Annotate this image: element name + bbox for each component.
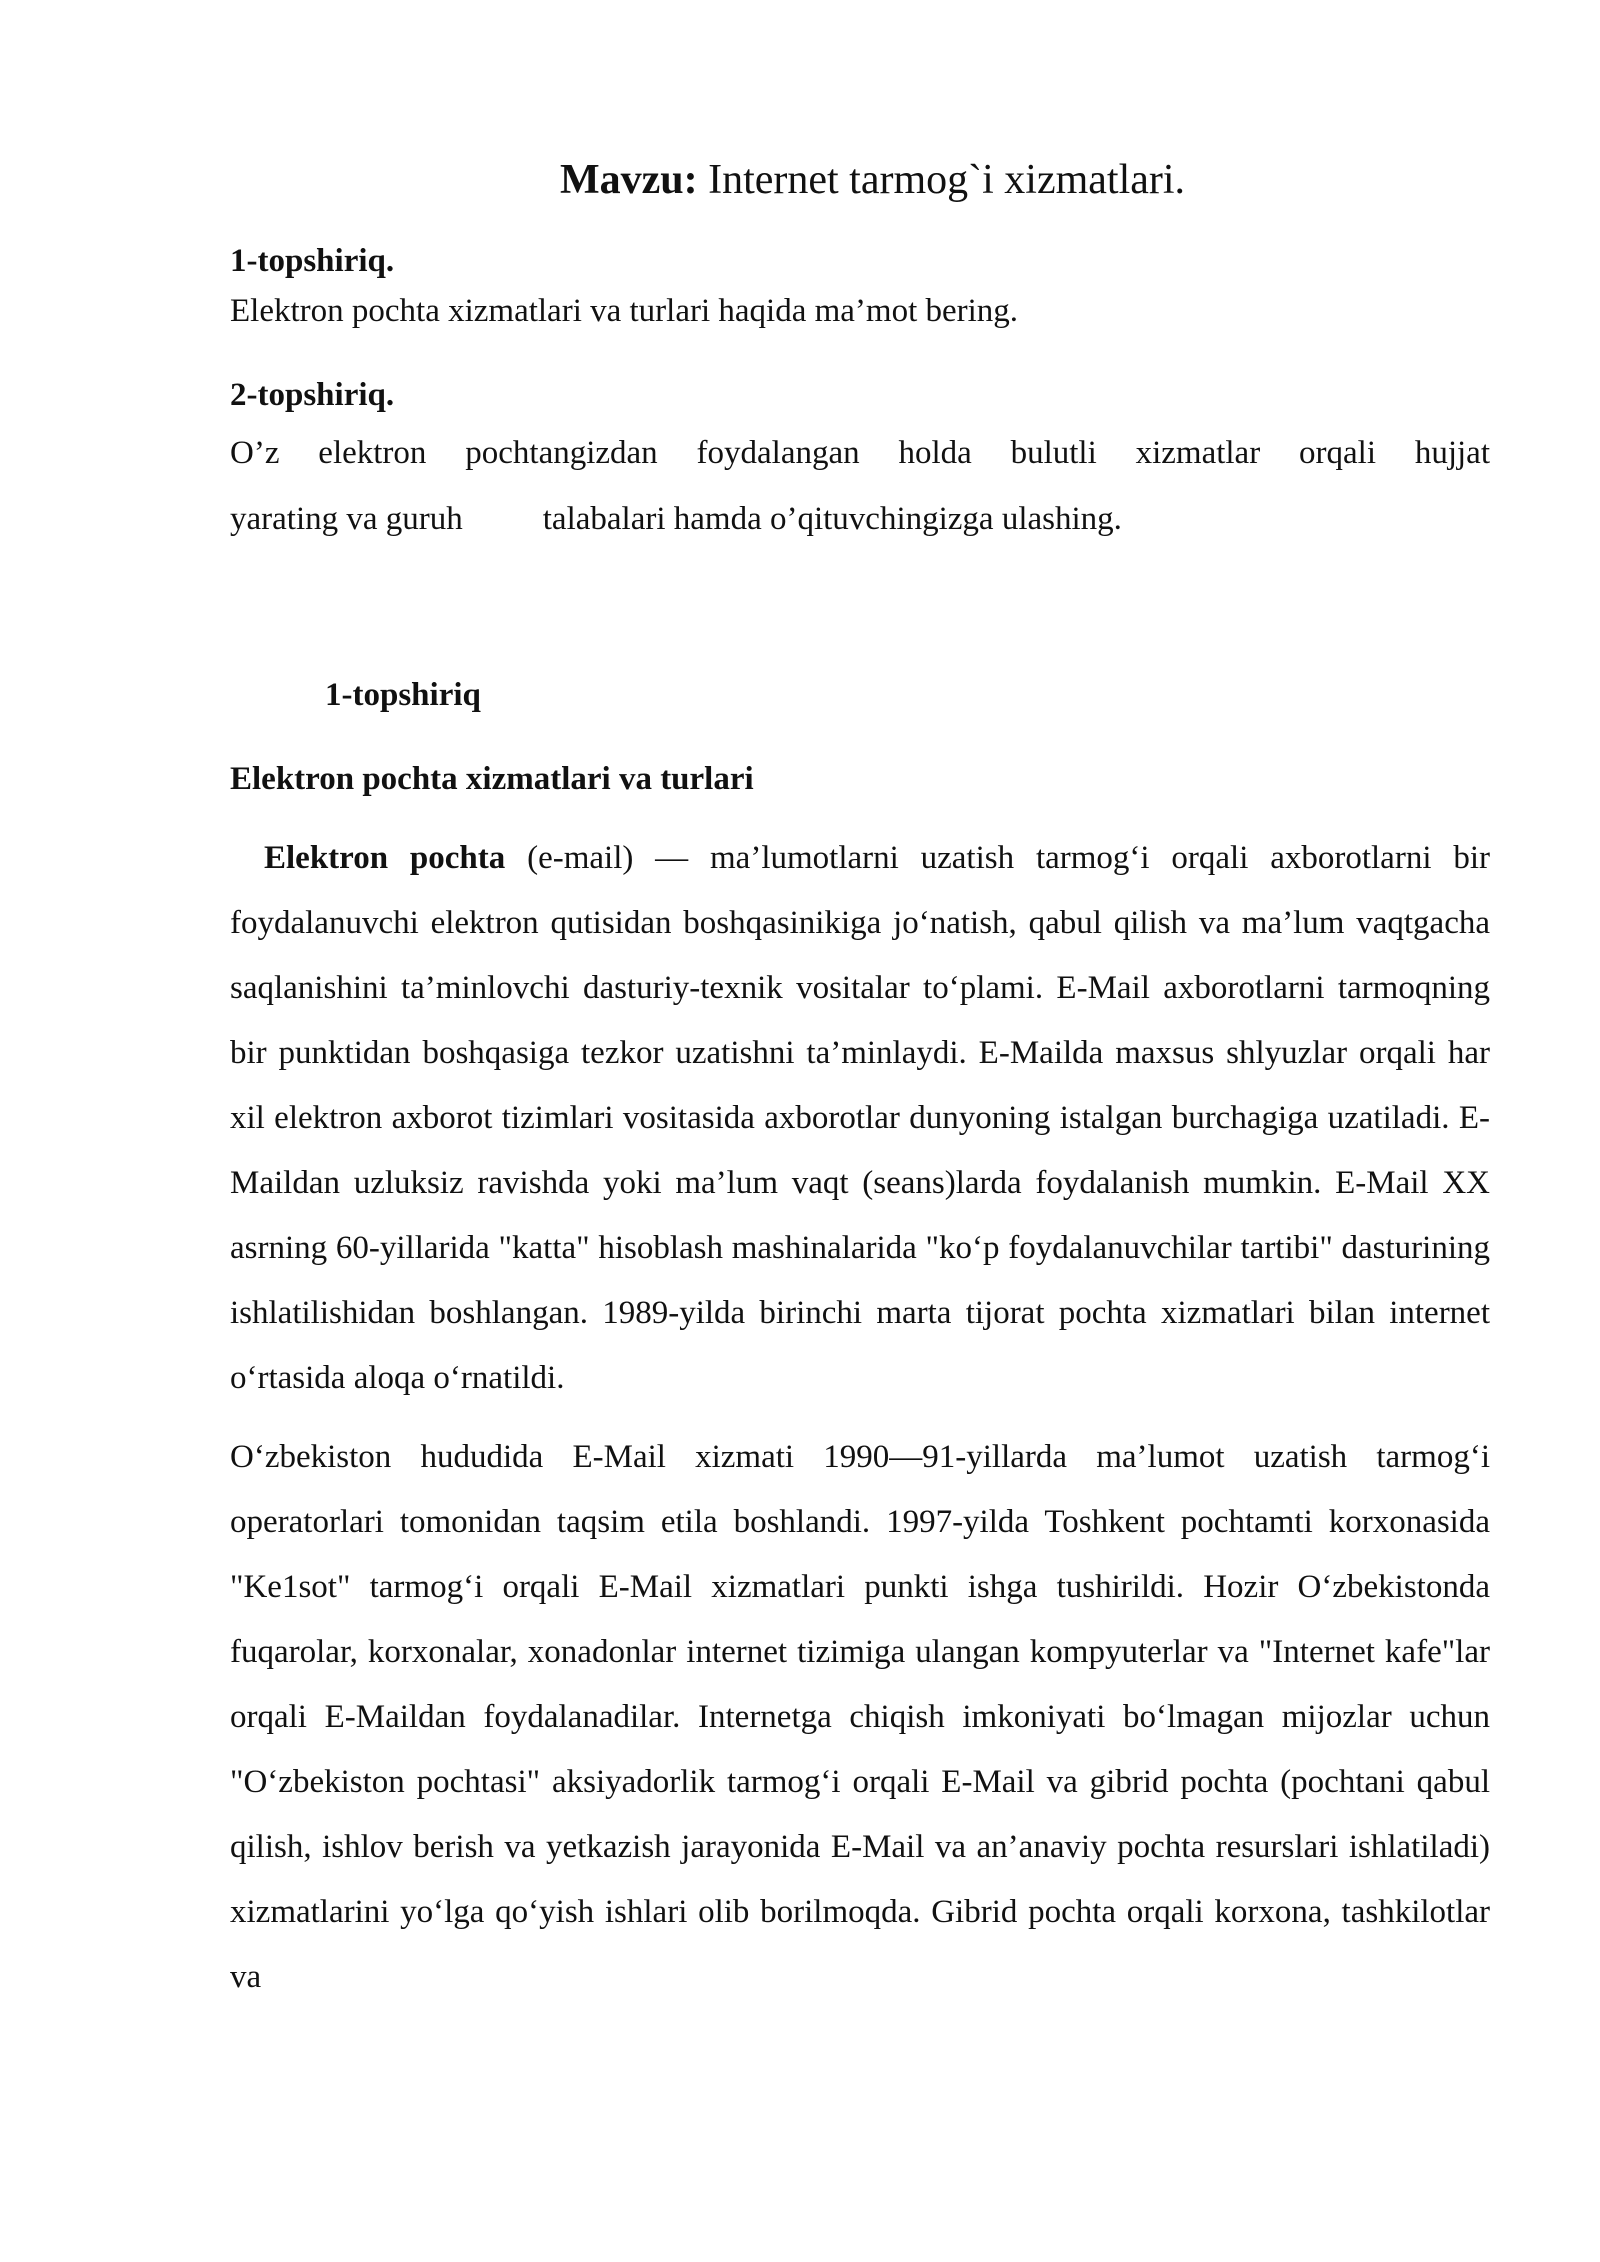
task-1-text: Elektron pochta xizmatlari va turlari haqida ma’mot bering. [230, 293, 1019, 329]
task-2-text-part-a: yarating va guruh [230, 501, 463, 537]
task-2-text-line1: O’z elektron pochtangizdan foydalangan holda bulutli xizmatlar orqali hujjat [230, 435, 1490, 471]
title-label: Mavzu: [559, 157, 698, 203]
paragraph-2: O‘zbekiston hududida E-Mail xizmati 1990—91-yillarda ma’lumot uzatish tarmog‘i operatorlari tomonidan taqsim etila boshlandi. 1997-yilda Toshkent pochtamti korxonasida "Ke1sot" tarmog‘i orqali E-Mail xizmatlari punkti ishga tushirildi. Hozir O‘zbekistonda fuqarolar, korxonalar, xonadonlar internet tizimiga ulangan kompyuterlar va "Internet kafe"lar orqali E-Maildan foydalanadilar. Internetga chiqish imkoniyati bo‘lmagan mijozlar uchun "O‘zbekiston pochtasi" aksiyadorlik tarmog‘i orqali E-Mail va gibrid pochta (pochtani qabul qilish, ishlov berish va yetkazish jarayonida E-Mail va an’anaviy pochta resurslari ishlatiladi) xizmatlarini yo‘lga qo‘yish ishlari olib borilmoqda. Gibrid pochta orqali korxona, tashkilotlar va [230, 1439, 1490, 1995]
page-title [230, 148, 1490, 212]
title-text: Internet tarmog`i xizmatlari. [708, 157, 1186, 203]
section-subheading: Elektron pochta xizmatlari va turlari [230, 761, 754, 797]
task-1-heading: 1-topshiriq. [230, 243, 395, 279]
paragraph-1-indent [230, 840, 264, 876]
paragraph-1 [230, 826, 1490, 1411]
task-2-text-part-b: talabalari hamda o’qituvchingizga ulashing. [542, 501, 1122, 537]
section-heading: 1-topshiriq [325, 677, 481, 713]
paragraph-1-lead: Elektron pochta [264, 840, 506, 876]
task-2-heading: 2-topshiriq. [230, 377, 395, 413]
paragraph-1-body: (e-mail) — ma’lumotlarni uzatish tarmog‘i orqali axborotlarni bir foydalanuvchi elektron qutisidan boshqasinikiga jo‘natish, qabul qilish va ma’lum vaqtgacha saqlanishini ta’minlovchi dasturiy-texnik vositalar to‘plami. E-Mail axborotlarni tarmoqning bir punktidan boshqasiga tezkor uzatishni ta’minlaydi. E-Mailda maxsus shlyuzlar orqali har xil elektron axborot tizimlari vositasida axborotlar dunyoning istalgan burchagiga uzatiladi. E-Maildan uzluksiz ravishda yoki ma’lum vaqt (seans)larda foydalanish mumkin. E-Mail XX asrning 60-yillarida "katta" hisoblash mashinalarida "ko‘p foydalanuvchilar tartibi" dasturining ishlatilishidan boshlangan. 1989-yilda birinchi marta tijorat pochta xizmatlari bilan internet o‘rtasida aloqa o‘rnatildi. [230, 840, 1490, 1396]
task-2-text-line2 [230, 486, 1490, 552]
